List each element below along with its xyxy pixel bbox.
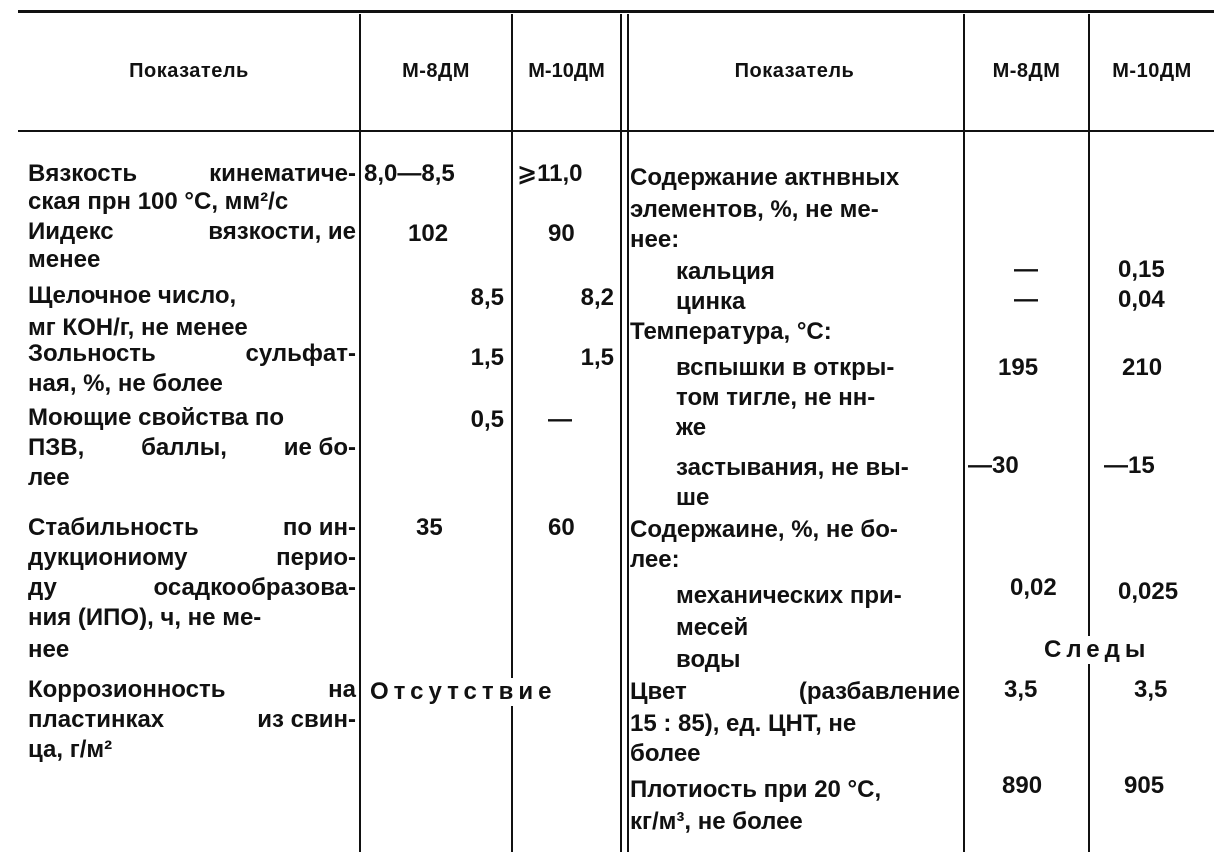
viscosity-index-word2: вязкости, ие <box>208 218 356 245</box>
corrosion-label-line1 <box>28 676 356 704</box>
content-label-line2: лее: <box>630 546 680 573</box>
alkaline-label-line2: мг КОН/г, не менее <box>28 314 248 341</box>
viscosity-index-m10dm-value: 90 <box>548 220 575 247</box>
ash-label-word2: сульфат- <box>245 340 356 367</box>
column-divider-right-1 <box>963 14 965 852</box>
pour-m8dm-value: —30 <box>968 452 1019 479</box>
alkaline-m8dm-value: 8,5 <box>470 284 504 311</box>
density-m8dm-value: 890 <box>1002 772 1043 799</box>
viscosity-index-label-line1 <box>28 218 356 246</box>
flash-label-line3: же <box>676 414 707 441</box>
flash-m8dm-value: 195 <box>998 354 1039 381</box>
mechanical-label-line1: механических при- <box>676 582 902 609</box>
stability-label-word1: Стабильность <box>28 514 199 541</box>
zinc-label: цинка <box>676 288 746 315</box>
table-top-rule <box>18 10 1214 13</box>
flash-m10dm-value: 210 <box>1122 354 1163 381</box>
stability-label-word2: по ин- <box>282 514 356 541</box>
color-label-line3: более <box>630 740 701 767</box>
flash-label-line2: том тигле, не нн- <box>676 384 876 411</box>
stability-label-line1 <box>28 514 356 542</box>
pour-label-line2: ше <box>676 484 710 511</box>
ash-m10dm-value: 1,5 <box>580 344 614 371</box>
viscosity-label-word2: кинематиче- <box>209 160 356 187</box>
corrosion-both-value: Отсутствие <box>370 678 557 705</box>
pour-m10dm-value: —15 <box>1104 452 1155 479</box>
calcium-m10dm-value: 0,15 <box>1118 256 1165 283</box>
stability-label-line5: нее <box>28 636 70 663</box>
detergent-m10dm-value: — <box>548 406 572 433</box>
alkaline-label-line1: Щелочное число, <box>28 282 237 309</box>
water-label: воды <box>676 646 741 673</box>
header-right-m10dm: М-10ДМ <box>1112 59 1192 82</box>
column-divider-center <box>620 14 629 852</box>
mechanical-label-line2: месей <box>676 614 749 641</box>
corrosion-label-line3: ца, г/м² <box>28 736 113 763</box>
mechanical-m8dm-value: 0,02 <box>1010 574 1057 601</box>
ash-m8dm-value: 1,5 <box>470 344 504 371</box>
alkaline-m10dm-value: 8,2 <box>580 284 614 311</box>
viscosity-m8dm-value: 8,0—8,5 <box>364 160 455 187</box>
stability-label-word4: перио- <box>276 544 356 571</box>
viscosity-m10dm-value: ⩾11,0 <box>517 160 583 187</box>
viscosity-label-line2: ская прн 100 °С, мм²/с <box>28 188 289 215</box>
header-left-parameter: Показатель <box>129 59 249 82</box>
density-label-line1: Плотиость при 20 °С, <box>630 776 882 803</box>
color-label-word1: Цвет <box>630 678 687 705</box>
stability-m8dm-value: 35 <box>416 514 443 541</box>
density-label-line2: кг/м³, не более <box>630 808 803 835</box>
temperature-label: Температура, °С: <box>630 318 832 345</box>
corrosion-label-word2: на <box>328 676 356 703</box>
content-label-line1: Содержаине, %, не бо- <box>630 516 898 543</box>
ash-label-line1 <box>28 340 356 368</box>
column-divider-right-2 <box>1088 14 1090 852</box>
viscosity-index-m8dm-value: 102 <box>408 220 449 247</box>
corrosion-label-line2 <box>28 706 356 734</box>
stability-label-word3: дукциониому <box>28 544 188 571</box>
color-label-line2: 15 : 85), ед. ЦНТ, не <box>630 710 857 737</box>
stability-label-line4: ния (ИПО), ч, не ме- <box>28 604 262 631</box>
header-right-m8dm: М-8ДМ <box>992 59 1061 82</box>
ash-label-word1: Зольность <box>28 340 156 367</box>
color-label-word2: (разбавление <box>798 678 960 705</box>
viscosity-index-word1: Иидекс <box>28 218 114 245</box>
flash-label-line1: вспышки в откры- <box>676 354 895 381</box>
viscosity-index-label-line2: менее <box>28 246 101 273</box>
column-divider-left-2 <box>511 14 513 852</box>
header-left-m10dm: М-10ДМ <box>528 59 605 82</box>
corrosion-label-word4: из свин- <box>257 706 356 733</box>
viscosity-label-word1: Вязкость <box>28 160 138 187</box>
active-elements-label-line1: Содержание актнвных <box>630 164 900 191</box>
detergent-label-line2 <box>28 434 356 462</box>
calcium-m8dm-value: — <box>1014 256 1038 283</box>
zinc-m8dm-value: — <box>1014 286 1038 313</box>
color-label-line1 <box>630 678 960 706</box>
stability-m10dm-value: 60 <box>548 514 575 541</box>
detergent-label-line3: лее <box>28 464 70 491</box>
header-right-parameter: Показатель <box>734 59 855 82</box>
ash-label-line2: ная, %, не более <box>28 370 223 397</box>
detergent-label-word2: баллы, <box>141 434 227 461</box>
water-both-value: Следы <box>1040 636 1154 664</box>
column-divider-left-1 <box>359 14 361 852</box>
color-m8dm-value: 3,5 <box>1004 676 1038 703</box>
calcium-label: кальция <box>676 258 775 285</box>
density-m10dm-value: 905 <box>1124 772 1165 799</box>
mechanical-m10dm-value: 0,025 <box>1118 578 1179 605</box>
stability-label-word6: осадкообразова- <box>153 574 356 601</box>
header-left-m8dm: М-8ДМ <box>402 59 470 82</box>
detergent-label-word1: ПЗВ, <box>28 434 85 461</box>
corrosion-label-word3: пластинках <box>28 706 165 733</box>
detergent-m8dm-value: 0,5 <box>470 406 504 433</box>
stability-label-word5: ду <box>28 574 57 601</box>
active-elements-label-line2: элементов, %, не ме- <box>630 196 879 223</box>
pour-label-line1: застывания, не вы- <box>676 454 909 481</box>
viscosity-label-line1 <box>28 160 356 188</box>
stability-label-line3 <box>28 574 356 602</box>
active-elements-label-line3: нее: <box>630 226 680 253</box>
color-m10dm-value: 3,5 <box>1134 676 1168 703</box>
stability-label-line2 <box>28 544 356 572</box>
zinc-m10dm-value: 0,04 <box>1118 286 1165 313</box>
detergent-label-word3: ие бо- <box>283 434 356 461</box>
corrosion-label-word1: Коррозионность <box>28 676 226 703</box>
detergent-label-line1: Моющие свойства по <box>28 404 285 431</box>
table-header-rule <box>18 130 1214 132</box>
